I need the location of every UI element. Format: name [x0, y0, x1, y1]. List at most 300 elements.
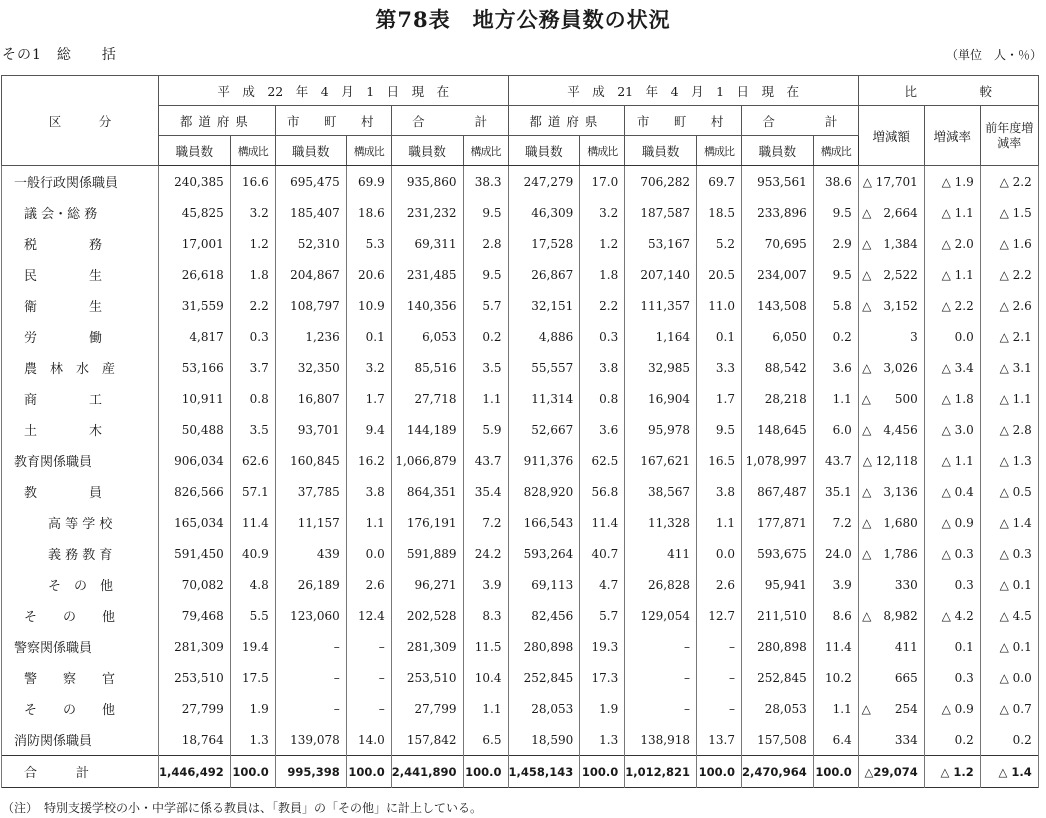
table-cell: △ 3,026: [858, 352, 924, 383]
table-cell: 1.8: [580, 259, 625, 290]
table-cell: 32,350: [275, 352, 346, 383]
table-cell: 6.0: [813, 414, 858, 445]
table-cell: 0.2: [924, 724, 980, 756]
table-cell: 16.2: [346, 445, 391, 476]
table-cell: 18.5: [697, 197, 742, 228]
table-cell: 1.2: [580, 228, 625, 259]
table-cell: 9.4: [346, 414, 391, 445]
header-share: 構成比: [346, 136, 391, 166]
table-cell: △ 1,680: [858, 507, 924, 538]
total-cell: 100.0: [230, 756, 275, 788]
table-cell: 40.7: [580, 538, 625, 569]
table-cell: 253,510: [391, 662, 463, 693]
table-cell: 1.1: [813, 693, 858, 724]
table-cell: 280,898: [508, 631, 580, 662]
table-cell: △ 0.5: [980, 476, 1038, 507]
table-cell: 5.7: [580, 600, 625, 631]
table-cell: 252,845: [742, 662, 814, 693]
table-cell: 96,271: [391, 569, 463, 600]
header-total-2009: 合 計: [742, 106, 859, 136]
table-cell: 0.1: [697, 321, 742, 352]
table-cell: 157,842: [391, 724, 463, 756]
table-cell: 10,911: [159, 383, 231, 414]
table-cell: 695,475: [275, 166, 346, 198]
table-cell: 11,157: [275, 507, 346, 538]
table-cell: 123,060: [275, 600, 346, 631]
table-cell: 88,542: [742, 352, 814, 383]
total-cell: 100.0: [580, 756, 625, 788]
table-cell: 20.5: [697, 259, 742, 290]
table-cell: △ 0.3: [980, 538, 1038, 569]
table-cell: 3.9: [813, 569, 858, 600]
table-cell: 37,785: [275, 476, 346, 507]
table-cell: 10.4: [463, 662, 508, 693]
table-cell: 0.0: [697, 538, 742, 569]
table-cell: 3: [858, 321, 924, 352]
table-cell: 3.8: [346, 476, 391, 507]
table-cell: 56.8: [580, 476, 625, 507]
table-cell: 27,799: [391, 693, 463, 724]
table-cell: 35.1: [813, 476, 858, 507]
table-cell: 3.5: [463, 352, 508, 383]
table-title: 第78表 地方公務員数の状況: [375, 7, 671, 32]
table-cell: △ 12,118: [858, 445, 924, 476]
table-cell: 6,050: [742, 321, 814, 352]
table-cell: 247,279: [508, 166, 580, 198]
table-cell: 3.2: [230, 197, 275, 228]
table-cell: 95,941: [742, 569, 814, 600]
table-cell: 5.3: [346, 228, 391, 259]
unit-label: （単位 人・％）: [945, 48, 1042, 62]
table-cell: 5.7: [463, 290, 508, 321]
table-cell: 177,871: [742, 507, 814, 538]
table-cell: 334: [858, 724, 924, 756]
table-cell: 11.4: [813, 631, 858, 662]
table-cell: 5.9: [463, 414, 508, 445]
total-cell: 100.0: [813, 756, 858, 788]
table-cell: △ 2.2: [980, 166, 1038, 198]
table-cell: 281,309: [159, 631, 231, 662]
table-cell: △ 2.2: [924, 290, 980, 321]
table-cell: 2.8: [463, 228, 508, 259]
table-cell: 233,896: [742, 197, 814, 228]
header-staff-count: 職員数: [159, 136, 231, 166]
table-row: [2, 445, 1039, 476]
table-cell: △ 3,136: [858, 476, 924, 507]
table-cell: 165,034: [159, 507, 231, 538]
table-cell: 24.2: [463, 538, 508, 569]
row-label: 消防関係職員: [2, 724, 159, 756]
row-label: 警察関係職員: [2, 631, 159, 662]
row-label: そ の 他: [2, 569, 159, 600]
row-label: 高 等 学 校: [2, 507, 159, 538]
table-cell: 143,508: [742, 290, 814, 321]
table-cell: 911,376: [508, 445, 580, 476]
table-cell: 32,985: [625, 352, 697, 383]
table-cell: 2.2: [230, 290, 275, 321]
table-cell: 8.6: [813, 600, 858, 631]
table-cell: 27,718: [391, 383, 463, 414]
table-cell: –: [346, 631, 391, 662]
table-cell: 185,407: [275, 197, 346, 228]
table-cell: 11,314: [508, 383, 580, 414]
table-cell: 46,309: [508, 197, 580, 228]
total-cell: 2,441,890: [391, 756, 463, 788]
table-cell: △ 3.1: [980, 352, 1038, 383]
table-cell: 234,007: [742, 259, 814, 290]
table-cell: 6,053: [391, 321, 463, 352]
header-share: 構成比: [580, 136, 625, 166]
table-cell: 10.9: [346, 290, 391, 321]
table-cell: 5.8: [813, 290, 858, 321]
row-label: 商 工: [2, 383, 159, 414]
table-cell: 1.1: [697, 507, 742, 538]
total-cell: 100.0: [697, 756, 742, 788]
table-cell: 6.5: [463, 724, 508, 756]
table-row: [2, 414, 1039, 445]
table-cell: 211,510: [742, 600, 814, 631]
row-label: 議 会・総 務: [2, 197, 159, 228]
row-label: 教 員: [2, 476, 159, 507]
table-cell: 111,357: [625, 290, 697, 321]
table-cell: 85,516: [391, 352, 463, 383]
table-cell: 207,140: [625, 259, 697, 290]
table-cell: △ 1.1: [924, 197, 980, 228]
table-cell: △ 2.2: [980, 259, 1038, 290]
table-cell: 43.7: [463, 445, 508, 476]
table-cell: 53,166: [159, 352, 231, 383]
table-cell: 1.9: [580, 693, 625, 724]
header-total-2010: 合 計: [391, 106, 508, 136]
table-cell: 7.2: [463, 507, 508, 538]
table-cell: △ 3.0: [924, 414, 980, 445]
table-row: [2, 166, 1039, 198]
table-cell: 18,764: [159, 724, 231, 756]
table-cell: 593,264: [508, 538, 580, 569]
header-staff-count: 職員数: [625, 136, 697, 166]
table-cell: 31,559: [159, 290, 231, 321]
table-cell: 0.3: [924, 569, 980, 600]
table-cell: –: [625, 631, 697, 662]
table-cell: 828,920: [508, 476, 580, 507]
table-cell: 17.3: [580, 662, 625, 693]
table-cell: 0.1: [346, 321, 391, 352]
table-cell: 129,054: [625, 600, 697, 631]
row-label: 教育関係職員: [2, 445, 159, 476]
table-cell: 1.3: [580, 724, 625, 756]
table-cell: 5.5: [230, 600, 275, 631]
table-cell: 55,557: [508, 352, 580, 383]
table-cell: 53,167: [625, 228, 697, 259]
table-cell: 953,561: [742, 166, 814, 198]
total-row: [2, 756, 1039, 788]
table-cell: 18,590: [508, 724, 580, 756]
table-cell: △ 1.8: [924, 383, 980, 414]
total-cell: 1,458,143: [508, 756, 580, 788]
table-cell: 17,001: [159, 228, 231, 259]
table-cell: 9.5: [463, 259, 508, 290]
table-cell: 4,886: [508, 321, 580, 352]
total-cell: 995,398: [275, 756, 346, 788]
table-cell: 13.7: [697, 724, 742, 756]
header-increase-amount: 増減額: [858, 106, 924, 166]
table-cell: △ 3,152: [858, 290, 924, 321]
table-cell: 19.4: [230, 631, 275, 662]
header-increase-rate: 増減率: [924, 106, 980, 166]
table-cell: 52,310: [275, 228, 346, 259]
table-cell: 24.0: [813, 538, 858, 569]
row-label: 民 生: [2, 259, 159, 290]
table-cell: 0.8: [580, 383, 625, 414]
table-cell: 1.1: [463, 383, 508, 414]
table-cell: 160,845: [275, 445, 346, 476]
table-cell: △ 0.3: [924, 538, 980, 569]
table-cell: –: [275, 662, 346, 693]
table-cell: 9.5: [813, 259, 858, 290]
table-cell: –: [625, 693, 697, 724]
table-cell: 79,468: [159, 600, 231, 631]
row-label: 農 林 水 産: [2, 352, 159, 383]
staff-table: [1, 75, 1039, 788]
table-cell: 591,450: [159, 538, 231, 569]
table-row: [2, 290, 1039, 321]
table-cell: –: [275, 693, 346, 724]
table-cell: △ 1,384: [858, 228, 924, 259]
table-cell: 16,904: [625, 383, 697, 414]
total-cell: 1,446,492: [159, 756, 231, 788]
table-cell: △ 2.6: [980, 290, 1038, 321]
table-cell: △ 2,522: [858, 259, 924, 290]
table-cell: 9.5: [813, 197, 858, 228]
row-label: 警 察 官: [2, 662, 159, 693]
table-cell: 187,587: [625, 197, 697, 228]
table-row: [2, 724, 1039, 756]
table-row: [2, 507, 1039, 538]
table-cell: 0.2: [813, 321, 858, 352]
table-cell: 38.6: [813, 166, 858, 198]
table-cell: 3.2: [346, 352, 391, 383]
table-cell: 252,845: [508, 662, 580, 693]
table-cell: 12.4: [346, 600, 391, 631]
table-cell: 1,078,997: [742, 445, 814, 476]
header-category: 区 分: [2, 76, 159, 166]
table-cell: △ 4.2: [924, 600, 980, 631]
table-cell: 1.1: [346, 507, 391, 538]
table-cell: △ 4,456: [858, 414, 924, 445]
table-cell: 1.7: [346, 383, 391, 414]
table-cell: –: [625, 662, 697, 693]
table-cell: △ 2.1: [980, 321, 1038, 352]
table-cell: 330: [858, 569, 924, 600]
table-cell: 157,508: [742, 724, 814, 756]
table-cell: 3.8: [697, 476, 742, 507]
table-row: [2, 569, 1039, 600]
table-cell: 411: [858, 631, 924, 662]
table-cell: –: [275, 631, 346, 662]
table-cell: △ 4.5: [980, 600, 1038, 631]
header-share: 構成比: [813, 136, 858, 166]
total-cell: △ 1.2: [924, 756, 980, 788]
table-cell: 50,488: [159, 414, 231, 445]
table-cell: 0.3: [924, 662, 980, 693]
table-cell: 0.0: [346, 538, 391, 569]
table-cell: –: [697, 631, 742, 662]
table-cell: 108,797: [275, 290, 346, 321]
table-cell: –: [697, 693, 742, 724]
table-cell: 281,309: [391, 631, 463, 662]
table-cell: 4.8: [230, 569, 275, 600]
table-cell: 591,889: [391, 538, 463, 569]
table-row: [2, 352, 1039, 383]
table-cell: △ 2.0: [924, 228, 980, 259]
table-cell: 864,351: [391, 476, 463, 507]
table-cell: 3.9: [463, 569, 508, 600]
table-cell: 26,828: [625, 569, 697, 600]
table-cell: 167,621: [625, 445, 697, 476]
table-cell: △ 17,701: [858, 166, 924, 198]
row-label: 一般行政関係職員: [2, 166, 159, 198]
table-cell: 0.2: [463, 321, 508, 352]
table-cell: 0.0: [924, 321, 980, 352]
table-cell: 11.0: [697, 290, 742, 321]
table-cell: 6.4: [813, 724, 858, 756]
table-cell: 3.3: [697, 352, 742, 383]
table-cell: △ 0.1: [980, 631, 1038, 662]
table-cell: △ 500: [858, 383, 924, 414]
table-cell: 231,485: [391, 259, 463, 290]
table-cell: 1,236: [275, 321, 346, 352]
table-cell: 28,218: [742, 383, 814, 414]
table-cell: 35.4: [463, 476, 508, 507]
row-label: 労 働: [2, 321, 159, 352]
table-cell: –: [346, 662, 391, 693]
total-cell: 2,470,964: [742, 756, 814, 788]
table-body: [2, 166, 1039, 788]
table-subtitle: その1 総 括: [2, 47, 117, 63]
table-cell: 1.2: [230, 228, 275, 259]
table-cell: △ 1.6: [980, 228, 1038, 259]
table-cell: △ 0.9: [924, 507, 980, 538]
table-cell: △ 3.4: [924, 352, 980, 383]
table-cell: 593,675: [742, 538, 814, 569]
table-row: [2, 538, 1039, 569]
table-cell: 280,898: [742, 631, 814, 662]
table-cell: △ 0.1: [980, 569, 1038, 600]
table-cell: 14.0: [346, 724, 391, 756]
table-cell: 18.6: [346, 197, 391, 228]
table-cell: 38.3: [463, 166, 508, 198]
table-cell: 43.7: [813, 445, 858, 476]
table-cell: 665: [858, 662, 924, 693]
table-cell: 140,356: [391, 290, 463, 321]
table-cell: 906,034: [159, 445, 231, 476]
table-cell: 32,151: [508, 290, 580, 321]
table-cell: 1.1: [813, 383, 858, 414]
table-cell: 935,860: [391, 166, 463, 198]
table-cell: 95,978: [625, 414, 697, 445]
table-cell: △ 1.4: [980, 507, 1038, 538]
table-cell: 1.8: [230, 259, 275, 290]
table-cell: 411: [625, 538, 697, 569]
total-cell: 100.0: [346, 756, 391, 788]
table-cell: 16.6: [230, 166, 275, 198]
table-cell: 11.4: [230, 507, 275, 538]
total-cell: △29,074: [858, 756, 924, 788]
table-cell: –: [346, 693, 391, 724]
table-cell: 26,189: [275, 569, 346, 600]
header-period-2010: 平 成 22 年 4 月 1 日 現 在: [159, 76, 509, 106]
table-cell: △ 1.5: [980, 197, 1038, 228]
header-prefectures-2009: 都道府県: [508, 106, 625, 136]
row-label: 土 木: [2, 414, 159, 445]
table-cell: 3.7: [230, 352, 275, 383]
table-cell: △ 0.0: [980, 662, 1038, 693]
table-row: [2, 600, 1039, 631]
table-cell: 11,328: [625, 507, 697, 538]
table-cell: 12.7: [697, 600, 742, 631]
table-row: [2, 662, 1039, 693]
total-label: 合 計: [2, 756, 159, 788]
table-cell: 11.5: [463, 631, 508, 662]
header-share: 構成比: [463, 136, 508, 166]
header-staff-count: 職員数: [508, 136, 580, 166]
table-cell: 2.6: [346, 569, 391, 600]
table-row: [2, 321, 1039, 352]
table-cell: 9.5: [463, 197, 508, 228]
table-cell: △ 1,786: [858, 538, 924, 569]
table-cell: 27,799: [159, 693, 231, 724]
table-cell: 231,232: [391, 197, 463, 228]
row-label: そ の 他: [2, 600, 159, 631]
table-cell: 28,053: [508, 693, 580, 724]
table-cell: 70,695: [742, 228, 814, 259]
table-cell: 4,817: [159, 321, 231, 352]
header-period-2009: 平 成 21 年 4 月 1 日 現 在: [508, 76, 858, 106]
table-row: [2, 693, 1039, 724]
table-cell: 138,918: [625, 724, 697, 756]
table-cell: 38,567: [625, 476, 697, 507]
table-cell: 7.2: [813, 507, 858, 538]
table-cell: 148,645: [742, 414, 814, 445]
table-cell: 3.8: [580, 352, 625, 383]
table-cell: △ 1.3: [980, 445, 1038, 476]
table-cell: 1,066,879: [391, 445, 463, 476]
table-cell: 0.1: [924, 631, 980, 662]
table-cell: △ 254: [858, 693, 924, 724]
table-cell: 144,189: [391, 414, 463, 445]
table-row: [2, 631, 1039, 662]
table-cell: 5.2: [697, 228, 742, 259]
total-cell: 1,012,821: [625, 756, 697, 788]
row-label: そ の 他: [2, 693, 159, 724]
table-cell: 176,191: [391, 507, 463, 538]
table-cell: 70,082: [159, 569, 231, 600]
header-staff-count: 職員数: [391, 136, 463, 166]
table-cell: 17.0: [580, 166, 625, 198]
table-cell: 0.3: [580, 321, 625, 352]
table-cell: 57.1: [230, 476, 275, 507]
table-cell: 69,113: [508, 569, 580, 600]
table-cell: 1,164: [625, 321, 697, 352]
header-share: 構成比: [697, 136, 742, 166]
table-row: [2, 476, 1039, 507]
table-cell: –: [697, 662, 742, 693]
table-row: [2, 259, 1039, 290]
table-cell: △ 8,982: [858, 600, 924, 631]
table-cell: 0.2: [980, 724, 1038, 756]
table-cell: △ 1.1: [924, 445, 980, 476]
table-cell: 17,528: [508, 228, 580, 259]
